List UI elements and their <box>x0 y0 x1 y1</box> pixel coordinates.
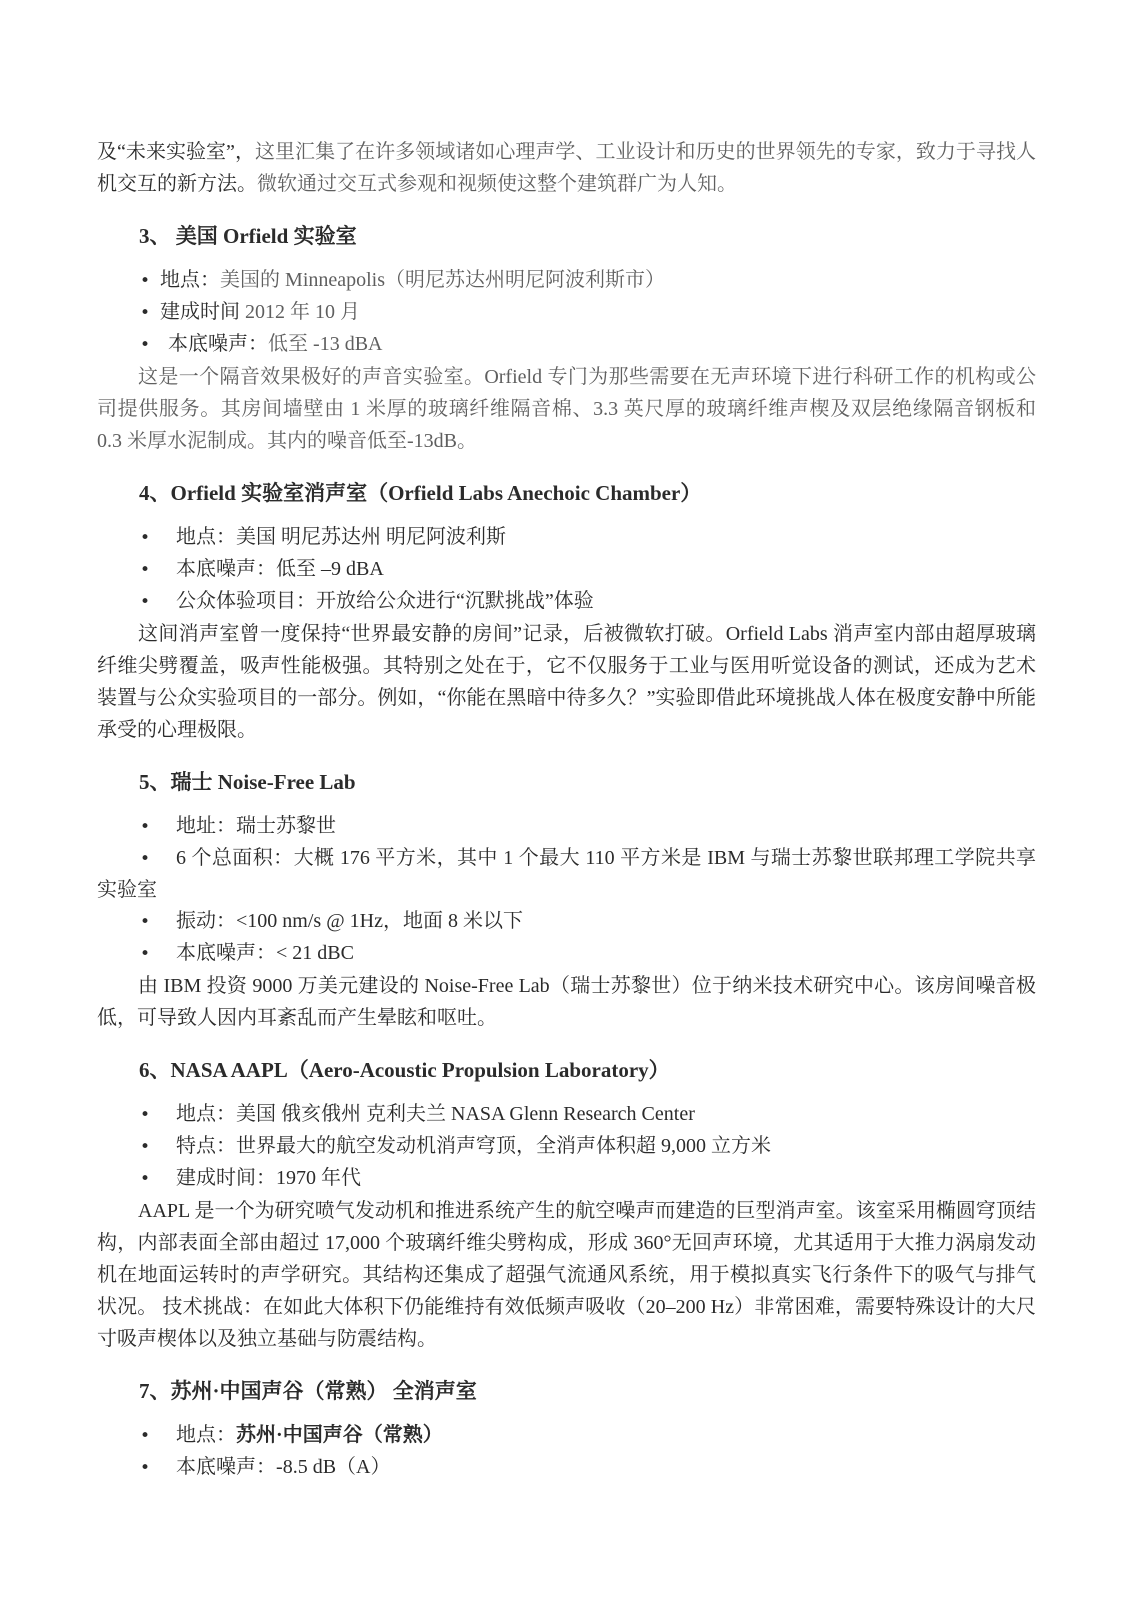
text-span: AAPL 是一个为研究喷气发动机和推进系统产生的航空噪声而建造的巨型消声室。该室采用椭圆穹顶结构，内部表面全部由超过 17,000 个玻璃纤维尖劈构成，形成 360°无回声环境，尤其适用于大推力涡扇发动机在地面运转时的声学研究。其结构还集成了超强气流通风系统，用于模拟真实飞行条件下的吸气与排气状况。 技术挑战：在如此大体积下仍能维持有效低频声吸收（20–200 Hz）非常困难，需要特殊设计的大尺寸吸声楔体以及独立基础与防震结构。 <box>97 1200 1036 1350</box>
bullet-icon: • <box>140 1137 151 1157</box>
bullet-aapl-feature <box>97 1131 1036 1163</box>
bullet-icon: • <box>140 1105 151 1125</box>
text-span: 地点：美国 俄亥俄州 克利夫兰 NASA Glenn Research Center <box>176 1103 695 1125</box>
text-span: 建成时间：1970 年代 <box>176 1167 362 1189</box>
bullet-chamber-location <box>97 522 1036 554</box>
text-span: 公众体验项目：开放给公众进行“沉默挑战”体验 <box>176 590 594 612</box>
bullet-icon: • <box>140 560 151 580</box>
bullet-icon: • <box>140 817 151 837</box>
bullet-icon: • <box>140 528 151 548</box>
text-span: 低至 -13 dBA <box>268 333 383 355</box>
bullet-nfl-area <box>97 843 1036 906</box>
bullet-icon: • <box>140 912 151 932</box>
text-span: 地点：美国 明尼苏达州 明尼阿波利斯 <box>176 526 507 548</box>
heading-orfield-anechoic-chamber: 4、Orfield 实验室消声室（Orfield Labs Anechoic Chamber） <box>139 481 702 505</box>
bullet-icon: • <box>140 303 151 323</box>
text-span: 2012 年 10 月 <box>245 301 361 323</box>
text-span: 建成时间 <box>160 301 246 323</box>
text-span: 本底噪声：低至 –9 dBA <box>176 558 384 580</box>
bullet-chamber-public <box>97 586 1036 618</box>
bullet-icon: • <box>140 592 151 612</box>
bullet-icon: • <box>140 335 151 355</box>
text-span: 这间消声室曾一度保持“世界最安静的房间”记录，后被微软打破。Orfield Labs 消声室内部由超厚玻璃纤维尖劈覆盖，吸声性能极强。其特别之处在于，它不仅服务于工业与医用听觉设备的测试，还成为艺术装置与公众实验项目的一部分。例如，“你能在黑暗中待多久？”实验即借此环境挑战人体在极度安静中所能承受的心理极限。 <box>97 623 1036 741</box>
bullet-aapl-built <box>97 1163 1036 1195</box>
bullet-orfield-noise <box>97 329 1036 361</box>
bullet-aapl-location <box>97 1099 1036 1131</box>
text-span: 这里汇集了在许多领域诸如心理声学、工业设计和历史的世界领先的专家，致力于寻找人 <box>255 141 1036 163</box>
heading-orfield-labs: 3、 美国 Orfield 实验室 <box>139 224 357 248</box>
bullet-nfl-noise <box>97 938 1036 970</box>
aapl-description <box>97 1195 1036 1355</box>
text-span: 机交互的新方法。 <box>97 173 257 195</box>
text-span: 由 IBM 投资 9000 万美元建设的 Noise-Free Lab（瑞士苏黎世）位于纳米技术研究中心。该房间噪音极低，可导致人因内耳紊乱而产生晕眩和呕吐。 <box>97 975 1036 1029</box>
text-span: 微软通过交互式参观和视频使这整个建筑群广为人知。 <box>257 173 737 195</box>
orfield-description <box>97 361 1036 457</box>
bullet-nfl-address <box>97 811 1036 843</box>
bullet-icon: • <box>140 849 151 869</box>
text-span: 地点： <box>176 1424 237 1446</box>
bullet-icon: • <box>140 944 151 964</box>
bullet-orfield-location <box>97 265 1036 297</box>
chamber-description <box>97 618 1036 746</box>
text-span: 本底噪声：-8.5 dB（A） <box>176 1456 391 1478</box>
text-span: 特点：世界最大的航空发动机消声穹顶，全消声体积超 9,000 立方米 <box>176 1135 772 1157</box>
text-span: 及“未来实验室”， <box>97 141 255 163</box>
bullet-icon: • <box>140 1458 151 1478</box>
text-span: 地址：瑞士苏黎世 <box>176 815 337 837</box>
text-span: 地点： <box>160 269 221 291</box>
heading-nasa-aapl: 6、NASA AAPL（Aero-Acoustic Propulsion Laboratory） <box>139 1058 670 1082</box>
heading-suzhou-sound-valley: 7、苏州·中国声谷（常熟） 全消声室 <box>139 1379 477 1403</box>
text-span: 美国的 Minneapolis（明尼苏达州明尼阿波利斯市） <box>220 269 666 291</box>
text-span: 6 个总面积：大概 176 平方米，其中 1 个最大 110 平方米是 IBM 与瑞士苏黎世联邦理工学院共享实验室 <box>97 847 1036 901</box>
bullet-icon: • <box>140 271 151 291</box>
text-span: 本底噪声： <box>168 333 269 355</box>
intro-paragraph <box>97 136 1036 200</box>
bullet-orfield-built <box>97 297 1036 329</box>
bullet-nfl-vibration <box>97 906 1036 938</box>
nfl-description <box>97 970 1036 1034</box>
bullet-icon: • <box>140 1169 151 1189</box>
text-span: 苏州·中国声谷（常熟） <box>236 1424 443 1446</box>
bullet-icon: • <box>140 1426 151 1446</box>
heading-noise-free-lab: 5、瑞士 Noise-Free Lab <box>139 770 356 794</box>
text-span: 振动：<100 nm/s @ 1Hz，地面 8 米以下 <box>176 910 523 932</box>
text-span: 本底噪声：< 21 dBC <box>176 942 354 964</box>
text-span: 这是一个隔音效果极好的声音实验室。Orfield 专门为那些需要在无声环境下进行科研工作的机构或公司提供服务。其房间墙壁由 1 米厚的玻璃纤维隔音棉、3.3 英尺厚的玻璃纤维声楔及双层绝缘隔音钢板和 0.3 米厚水泥制成。其内的噪音低至-13dB。 <box>97 366 1036 452</box>
bullet-suzhou-noise <box>97 1452 1036 1484</box>
bullet-chamber-noise <box>97 554 1036 586</box>
bullet-suzhou-location <box>97 1420 1036 1452</box>
